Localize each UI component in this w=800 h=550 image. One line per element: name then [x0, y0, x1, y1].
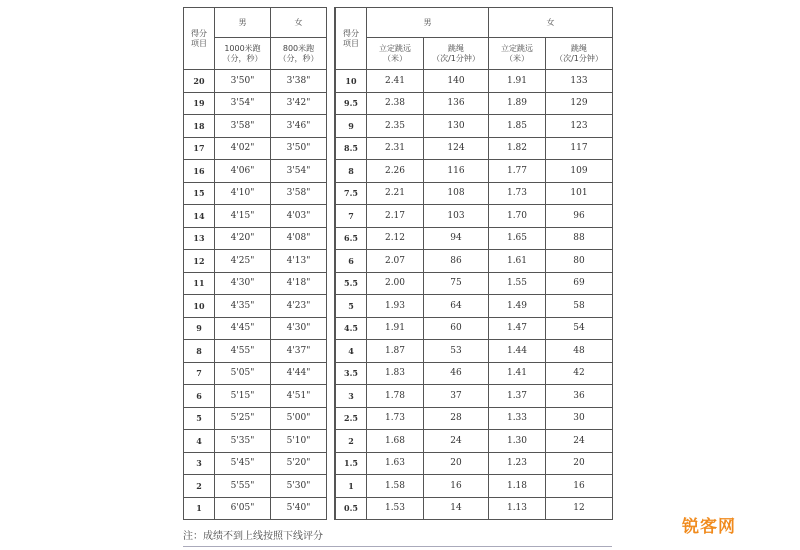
score-cell: 14 [184, 205, 215, 228]
score-cell: 8 [336, 160, 367, 183]
female-rope-cell: 133 [546, 70, 613, 93]
score-cell: 5 [336, 295, 367, 318]
male-rope-cell: 116 [424, 160, 489, 183]
male-long-jump-cell: 2.41 [367, 70, 424, 93]
female-800m-time-cell: 5'00" [271, 407, 327, 430]
table-row [336, 340, 613, 363]
female-long-jump-cell: 1.65 [489, 227, 546, 250]
female-long-jump-cell: 1.30 [489, 430, 546, 453]
score-cell: 10 [184, 295, 215, 318]
table-row [184, 250, 327, 273]
table-divider [326, 7, 335, 520]
score-cell: 1.5 [336, 452, 367, 475]
male-rope-cell: 64 [424, 295, 489, 318]
male-rope-cell: 28 [424, 407, 489, 430]
female-800m-time-cell: 3'58" [271, 182, 327, 205]
male-rope-cell: 24 [424, 430, 489, 453]
table-row [184, 92, 327, 115]
male-long-jump-cell: 1.68 [367, 430, 424, 453]
female-rope-cell: 69 [546, 272, 613, 295]
score-cell: 4.5 [336, 317, 367, 340]
table-row [184, 385, 327, 408]
table-row [184, 205, 327, 228]
female-rope-cell: 96 [546, 205, 613, 228]
female-long-jump-cell: 1.47 [489, 317, 546, 340]
male-rope-cell: 16 [424, 475, 489, 498]
score-item-header: 得分 项目 [336, 8, 367, 70]
female-long-jump-cell: 1.55 [489, 272, 546, 295]
female-800m-time-cell: 3'46" [271, 115, 327, 138]
male-1000m-time-cell: 4'45" [215, 317, 271, 340]
score-cell: 2 [336, 430, 367, 453]
score-cell: 18 [184, 115, 215, 138]
male-rope-cell: 86 [424, 250, 489, 273]
male-rope-cell: 140 [424, 70, 489, 93]
score-cell: 5 [184, 407, 215, 430]
score-cell: 9 [184, 317, 215, 340]
score-cell: 9.5 [336, 92, 367, 115]
female-800m-time-cell: 4'03" [271, 205, 327, 228]
male-1000m-time-cell: 4'35" [215, 295, 271, 318]
score-cell: 1 [336, 475, 367, 498]
male-long-jump-cell: 1.53 [367, 497, 424, 520]
male-1000m-time-cell: 5'45" [215, 452, 271, 475]
female-rope-cell: 48 [546, 340, 613, 363]
female-rope-header: 跳绳 （次/1分钟） [546, 38, 613, 70]
male-long-jump-cell: 1.78 [367, 385, 424, 408]
table-row [336, 497, 613, 520]
score-cell: 0.5 [336, 497, 367, 520]
score-cell: 13 [184, 227, 215, 250]
score-cell: 19 [184, 92, 215, 115]
male-rope-cell: 20 [424, 452, 489, 475]
score-cell: 10 [336, 70, 367, 93]
male-long-jump-cell: 1.63 [367, 452, 424, 475]
female-rope-cell: 109 [546, 160, 613, 183]
table-row [184, 475, 327, 498]
score-item-header: 得分 项目 [184, 8, 215, 70]
male-long-jump-cell: 2.17 [367, 205, 424, 228]
female-800m-header: 800米跑 （分，秒） [271, 38, 327, 70]
table-row [184, 452, 327, 475]
male-1000m-time-cell: 5'05" [215, 362, 271, 385]
female-rope-cell: 20 [546, 452, 613, 475]
female-800m-time-cell: 4'44" [271, 362, 327, 385]
male-rope-cell: 46 [424, 362, 489, 385]
female-800m-time-cell: 4'30" [271, 317, 327, 340]
female-rope-cell: 54 [546, 317, 613, 340]
female-rope-cell: 88 [546, 227, 613, 250]
running-score-table [183, 7, 327, 520]
score-cell: 20 [184, 70, 215, 93]
male-rope-cell: 136 [424, 92, 489, 115]
female-rope-cell: 101 [546, 182, 613, 205]
table-row [184, 497, 327, 520]
male-rope-cell: 108 [424, 182, 489, 205]
male-1000m-time-cell: 4'25" [215, 250, 271, 273]
table-row [336, 385, 613, 408]
male-1000m-time-cell: 4'10" [215, 182, 271, 205]
score-cell: 7 [336, 205, 367, 228]
table-row [336, 362, 613, 385]
female-long-jump-cell: 1.37 [489, 385, 546, 408]
female-header: 女 [489, 8, 613, 38]
score-cell: 3.5 [336, 362, 367, 385]
male-1000m-time-cell: 3'54" [215, 92, 271, 115]
male-rope-cell: 75 [424, 272, 489, 295]
male-1000m-time-cell: 4'15" [215, 205, 271, 228]
score-cell: 8.5 [336, 137, 367, 160]
score-cell: 2.5 [336, 407, 367, 430]
female-800m-time-cell: 4'37" [271, 340, 327, 363]
table-row [336, 115, 613, 138]
score-cell: 5.5 [336, 272, 367, 295]
female-rope-cell: 123 [546, 115, 613, 138]
table-row [336, 137, 613, 160]
score-cell: 4 [336, 340, 367, 363]
female-rope-cell: 16 [546, 475, 613, 498]
female-800m-time-cell: 5'30" [271, 475, 327, 498]
female-800m-time-cell: 4'08" [271, 227, 327, 250]
male-rope-cell: 53 [424, 340, 489, 363]
table-row [184, 317, 327, 340]
female-long-jump-cell: 1.33 [489, 407, 546, 430]
male-1000m-time-cell: 4'30" [215, 272, 271, 295]
site-watermark-logo: 锐客网 [682, 517, 736, 537]
female-long-jump-cell: 1.91 [489, 70, 546, 93]
male-1000m-time-cell: 6'05" [215, 497, 271, 520]
table-row [184, 137, 327, 160]
score-cell: 7.5 [336, 182, 367, 205]
male-header: 男 [367, 8, 489, 38]
table-row [184, 115, 327, 138]
male-long-jump-cell: 2.07 [367, 250, 424, 273]
table-row [336, 452, 613, 475]
female-long-jump-cell: 1.13 [489, 497, 546, 520]
female-rope-cell: 80 [546, 250, 613, 273]
male-rope-cell: 103 [424, 205, 489, 228]
male-1000m-time-cell: 4'20" [215, 227, 271, 250]
score-cell: 17 [184, 137, 215, 160]
table-row [336, 430, 613, 453]
male-1000m-time-cell: 4'06" [215, 160, 271, 183]
score-cell: 2 [184, 475, 215, 498]
score-cell: 6.5 [336, 227, 367, 250]
female-long-jump-cell: 1.23 [489, 452, 546, 475]
score-cell: 15 [184, 182, 215, 205]
table-row [336, 407, 613, 430]
female-rope-cell: 58 [546, 295, 613, 318]
male-rope-cell: 37 [424, 385, 489, 408]
male-rope-cell: 14 [424, 497, 489, 520]
female-long-jump-cell: 1.82 [489, 137, 546, 160]
female-rope-cell: 129 [546, 92, 613, 115]
female-800m-time-cell: 4'51" [271, 385, 327, 408]
table-row [184, 430, 327, 453]
table-row [184, 70, 327, 93]
male-long-jump-header: 立定跳远 （米） [367, 38, 424, 70]
table-row [184, 182, 327, 205]
female-rope-cell: 24 [546, 430, 613, 453]
score-cell: 8 [184, 340, 215, 363]
male-long-jump-cell: 1.93 [367, 295, 424, 318]
table-row [184, 362, 327, 385]
female-rope-cell: 12 [546, 497, 613, 520]
female-rope-cell: 42 [546, 362, 613, 385]
table-row [336, 182, 613, 205]
male-header: 男 [215, 8, 271, 38]
table-row [336, 92, 613, 115]
female-long-jump-cell: 1.44 [489, 340, 546, 363]
table-row [336, 205, 613, 228]
female-800m-time-cell: 4'13" [271, 250, 327, 273]
male-1000m-time-cell: 4'02" [215, 137, 271, 160]
male-long-jump-cell: 1.91 [367, 317, 424, 340]
score-cell: 7 [184, 362, 215, 385]
male-1000m-time-cell: 4'55" [215, 340, 271, 363]
table-row [184, 407, 327, 430]
male-long-jump-cell: 1.58 [367, 475, 424, 498]
score-cell: 6 [184, 385, 215, 408]
male-rope-cell: 94 [424, 227, 489, 250]
score-cell: 9 [336, 115, 367, 138]
female-long-jump-cell: 1.73 [489, 182, 546, 205]
male-1000m-time-cell: 5'35" [215, 430, 271, 453]
footnote: 注：成绩不到上线按照下线评分 [183, 531, 323, 542]
table-row [336, 272, 613, 295]
male-1000m-time-cell: 3'50" [215, 70, 271, 93]
male-rope-cell: 130 [424, 115, 489, 138]
score-cell: 11 [184, 272, 215, 295]
male-long-jump-cell: 2.38 [367, 92, 424, 115]
female-800m-time-cell: 5'10" [271, 430, 327, 453]
male-long-jump-cell: 2.00 [367, 272, 424, 295]
table-row [184, 227, 327, 250]
male-1000m-header: 1000米跑 （分，秒） [215, 38, 271, 70]
male-1000m-time-cell: 5'25" [215, 407, 271, 430]
table-row [336, 250, 613, 273]
female-long-jump-cell: 1.89 [489, 92, 546, 115]
female-long-jump-cell: 1.61 [489, 250, 546, 273]
female-long-jump-header: 立定跳远 （米） [489, 38, 546, 70]
divider-line [183, 546, 612, 547]
male-long-jump-cell: 2.12 [367, 227, 424, 250]
male-long-jump-cell: 1.87 [367, 340, 424, 363]
table-row [184, 272, 327, 295]
female-header: 女 [271, 8, 327, 38]
female-800m-time-cell: 5'20" [271, 452, 327, 475]
male-long-jump-cell: 1.73 [367, 407, 424, 430]
table-row [336, 160, 613, 183]
score-cell: 6 [336, 250, 367, 273]
female-long-jump-cell: 1.77 [489, 160, 546, 183]
male-long-jump-cell: 2.31 [367, 137, 424, 160]
male-1000m-time-cell: 5'15" [215, 385, 271, 408]
table-row [336, 475, 613, 498]
score-cell: 3 [184, 452, 215, 475]
female-800m-time-cell: 5'40" [271, 497, 327, 520]
male-1000m-time-cell: 5'55" [215, 475, 271, 498]
male-long-jump-cell: 1.83 [367, 362, 424, 385]
female-long-jump-cell: 1.70 [489, 205, 546, 228]
table-row [336, 295, 613, 318]
male-rope-cell: 60 [424, 317, 489, 340]
jump-rope-score-table [335, 7, 613, 520]
female-rope-cell: 30 [546, 407, 613, 430]
female-800m-time-cell: 3'42" [271, 92, 327, 115]
female-800m-time-cell: 3'54" [271, 160, 327, 183]
male-long-jump-cell: 2.26 [367, 160, 424, 183]
male-rope-cell: 124 [424, 137, 489, 160]
score-cell: 12 [184, 250, 215, 273]
female-rope-cell: 117 [546, 137, 613, 160]
male-long-jump-cell: 2.35 [367, 115, 424, 138]
female-800m-time-cell: 3'38" [271, 70, 327, 93]
female-800m-time-cell: 4'18" [271, 272, 327, 295]
male-1000m-time-cell: 3'58" [215, 115, 271, 138]
score-cell: 4 [184, 430, 215, 453]
female-long-jump-cell: 1.49 [489, 295, 546, 318]
table-row [184, 160, 327, 183]
male-rope-header: 跳绳 （次/1分钟） [424, 38, 489, 70]
female-long-jump-cell: 1.18 [489, 475, 546, 498]
table-row [184, 295, 327, 318]
score-cell: 16 [184, 160, 215, 183]
table-row [336, 227, 613, 250]
female-800m-time-cell: 3'50" [271, 137, 327, 160]
male-long-jump-cell: 2.21 [367, 182, 424, 205]
female-rope-cell: 36 [546, 385, 613, 408]
table-row [184, 340, 327, 363]
female-long-jump-cell: 1.41 [489, 362, 546, 385]
table-row [336, 70, 613, 93]
female-long-jump-cell: 1.85 [489, 115, 546, 138]
score-cell: 3 [336, 385, 367, 408]
table-row [336, 317, 613, 340]
score-cell: 1 [184, 497, 215, 520]
female-800m-time-cell: 4'23" [271, 295, 327, 318]
